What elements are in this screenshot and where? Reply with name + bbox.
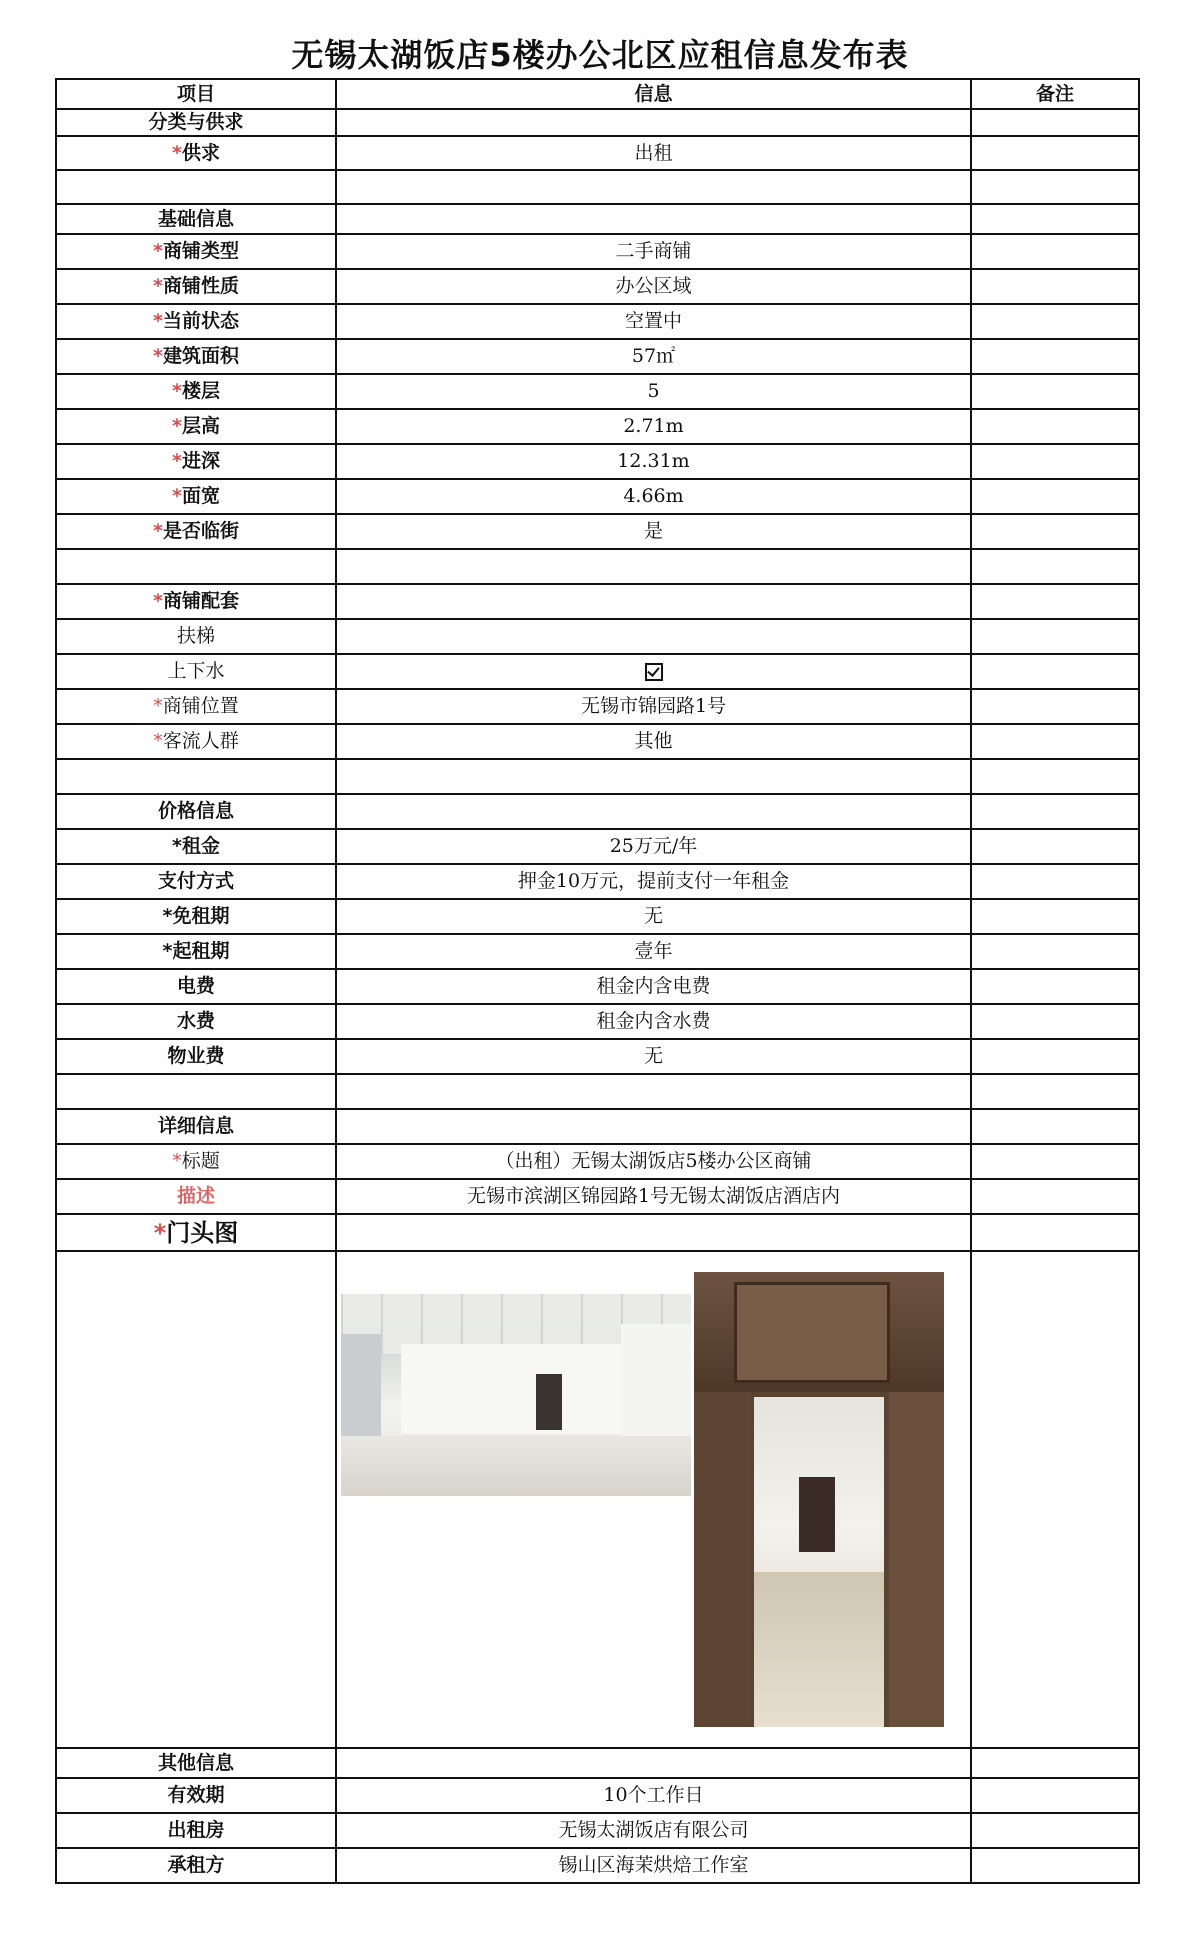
field-value: 无锡市锦园路1号 — [336, 689, 971, 724]
table-row — [56, 1778, 1139, 1813]
office-interior-photo — [341, 1294, 691, 1496]
field-label: 水费 — [56, 1004, 336, 1039]
header-item: 项目 — [56, 79, 336, 109]
blank-row — [56, 1074, 1139, 1109]
field-value: 押金10万元，提前支付一年租金 — [336, 864, 971, 899]
field-label: 商铺性质 — [162, 275, 239, 297]
photo-row — [56, 1251, 1139, 1748]
section-label: 商铺配套 — [162, 590, 239, 612]
field-value: 无锡市滨湖区锦园路1号无锡太湖饭店酒店内 — [336, 1179, 971, 1214]
entrance-corridor-photo — [694, 1272, 944, 1727]
field-value: 租金内含电费 — [336, 969, 971, 1004]
table-row — [56, 1039, 1139, 1074]
field-value: 无 — [336, 899, 971, 934]
table-row — [56, 374, 1139, 409]
field-value: 其他 — [336, 724, 971, 759]
table-row — [56, 514, 1139, 549]
table-row — [56, 269, 1139, 304]
field-label: 有效期 — [56, 1778, 336, 1813]
table-row — [56, 479, 1139, 514]
table-row — [56, 934, 1139, 969]
field-value: 办公区域 — [336, 269, 971, 304]
field-value: 租金内含水费 — [336, 1004, 971, 1039]
field-value: 二手商铺 — [336, 234, 971, 269]
table-row — [56, 864, 1139, 899]
field-label: 当前状态 — [162, 310, 239, 332]
required-star: * — [153, 275, 163, 297]
section-row — [56, 204, 1139, 234]
blank-row — [56, 170, 1139, 204]
table-row — [56, 1179, 1139, 1214]
field-value: （出租）无锡太湖饭店5楼办公区商铺 — [336, 1144, 971, 1179]
required-star: * — [153, 695, 163, 717]
table-row — [56, 409, 1139, 444]
section-label: 价格信息 — [56, 794, 336, 829]
checkbox-checked-icon[interactable] — [645, 663, 663, 681]
required-star: * — [153, 1218, 167, 1247]
table-row — [56, 689, 1139, 724]
field-label: 门头图 — [166, 1218, 239, 1247]
table-row — [56, 339, 1139, 374]
section-row — [56, 1109, 1139, 1144]
required-star: * — [172, 485, 182, 507]
required-star: * — [172, 141, 182, 164]
required-star: * — [153, 590, 163, 612]
required-star: * — [172, 450, 182, 472]
table-row — [56, 1813, 1139, 1848]
section-row — [56, 584, 1139, 619]
table-row — [56, 1214, 1139, 1251]
field-value: 空置中 — [336, 304, 971, 339]
required-star: * — [153, 520, 163, 542]
page-title: 无锡太湖饭店5楼办公北区应租信息发布表 — [291, 36, 909, 74]
field-value: 出租 — [336, 136, 971, 170]
table-row — [56, 136, 1139, 170]
field-label: 楼层 — [181, 380, 220, 402]
section-row — [56, 109, 1139, 136]
blank-row — [56, 549, 1139, 584]
field-label: 商铺类型 — [162, 240, 239, 262]
header-note: 备注 — [971, 79, 1139, 109]
table-row — [56, 829, 1139, 864]
field-label: 标题 — [181, 1150, 220, 1172]
table-row — [56, 444, 1139, 479]
field-label: 电费 — [56, 969, 336, 1004]
field-value: 2.71m — [336, 409, 971, 444]
section-label: 基础信息 — [56, 204, 336, 234]
field-label: 面宽 — [181, 485, 220, 507]
required-star: * — [172, 415, 182, 437]
field-label: 供求 — [181, 141, 220, 164]
required-star: * — [172, 1150, 182, 1172]
field-label: 层高 — [181, 415, 220, 437]
section-row — [56, 794, 1139, 829]
table-row — [56, 899, 1139, 934]
table-row — [56, 234, 1139, 269]
table-row — [56, 654, 1139, 689]
section-label: 分类与供求 — [56, 109, 336, 136]
header-info: 信息 — [336, 79, 971, 109]
required-star: * — [153, 310, 163, 332]
field-value: 无 — [336, 1039, 971, 1074]
blank-row — [56, 759, 1139, 794]
field-label: 是否临街 — [162, 520, 239, 542]
field-label: 出租房 — [56, 1813, 336, 1848]
field-value: 25万元/年 — [336, 829, 971, 864]
section-label: 其他信息 — [56, 1748, 336, 1778]
field-value: 无锡太湖饭店有限公司 — [336, 1813, 971, 1848]
table-row — [56, 1848, 1139, 1883]
field-label: 客流人群 — [162, 730, 239, 752]
field-label: *租金 — [56, 829, 336, 864]
field-label: 描述 — [56, 1179, 336, 1214]
field-value: 57㎡ — [336, 339, 971, 374]
required-star: * — [153, 730, 163, 752]
field-value: 锡山区海茉烘焙工作室 — [336, 1848, 971, 1883]
field-value: 5 — [336, 374, 971, 409]
field-label: 商铺位置 — [162, 695, 239, 717]
field-value: 4.66m — [336, 479, 971, 514]
table-row — [56, 969, 1139, 1004]
field-label: 支付方式 — [56, 864, 336, 899]
rental-info-table — [55, 78, 1140, 1884]
field-label: *免租期 — [56, 899, 336, 934]
required-star: * — [153, 345, 163, 367]
section-label: 详细信息 — [56, 1109, 336, 1144]
field-label: 物业费 — [56, 1039, 336, 1074]
field-label: 承租方 — [56, 1848, 336, 1883]
table-row — [56, 724, 1139, 759]
header-row — [56, 79, 1139, 109]
storefront-photos — [336, 1251, 971, 1748]
field-value: 10个工作日 — [336, 1778, 971, 1813]
field-value: 是 — [336, 514, 971, 549]
field-label: 扶梯 — [56, 619, 336, 654]
field-value: 壹年 — [336, 934, 971, 969]
table-row — [56, 1004, 1139, 1039]
field-label: 建筑面积 — [162, 345, 239, 367]
field-label: 上下水 — [56, 654, 336, 689]
field-label: *起租期 — [56, 934, 336, 969]
required-star: * — [153, 240, 163, 262]
field-label: 进深 — [181, 450, 220, 472]
table-row — [56, 1144, 1139, 1179]
section-row — [56, 1748, 1139, 1778]
table-row — [56, 304, 1139, 339]
required-star: * — [172, 380, 182, 402]
table-row — [56, 619, 1139, 654]
field-value: 12.31m — [336, 444, 971, 479]
